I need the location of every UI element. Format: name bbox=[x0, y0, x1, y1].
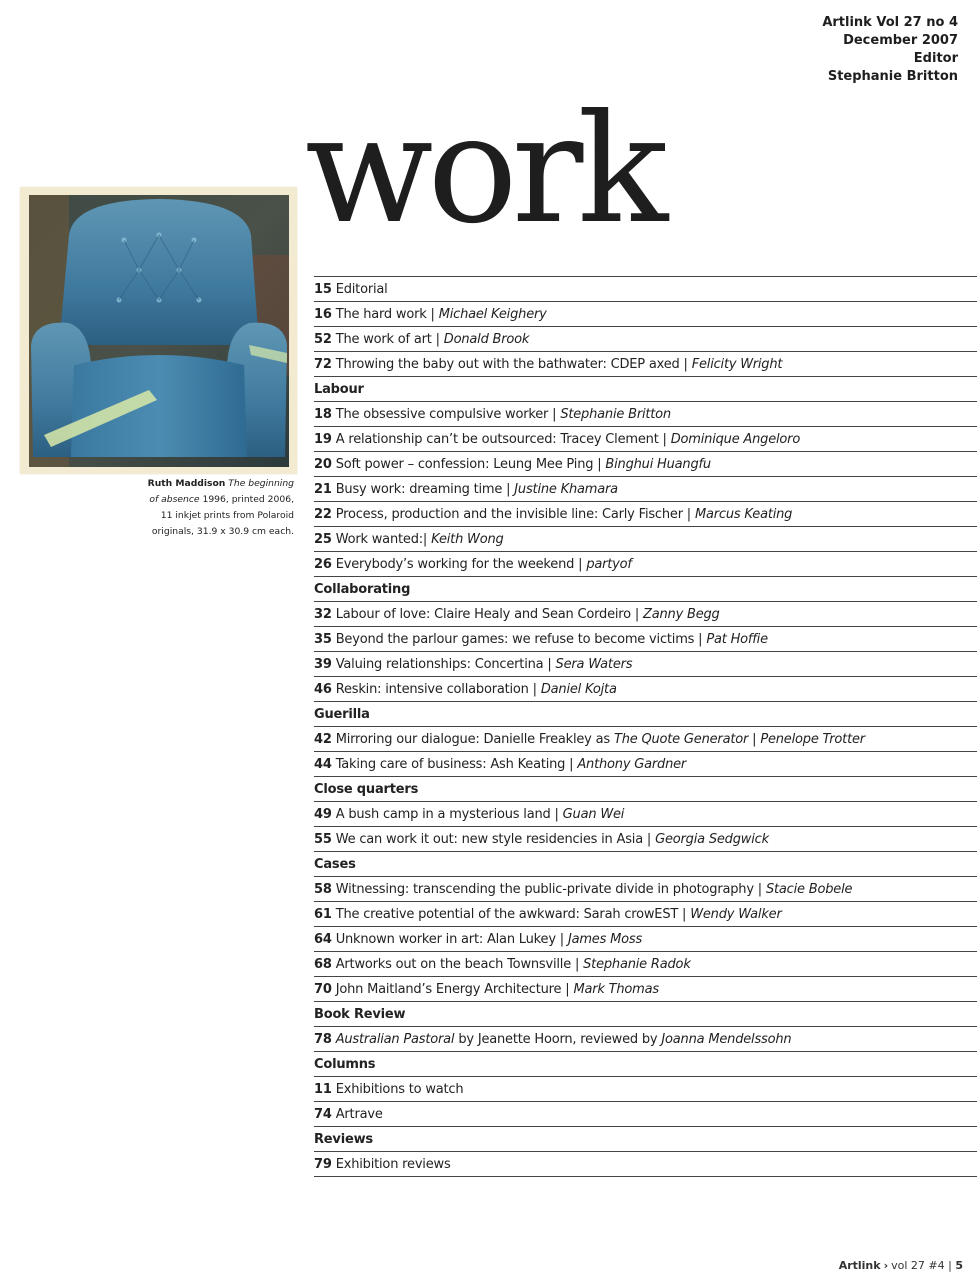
author-name: Pat Hoffie bbox=[706, 631, 768, 647]
page-number: 68 bbox=[314, 956, 332, 972]
page-number: 79 bbox=[314, 1156, 332, 1172]
page-number: 20 bbox=[314, 456, 332, 472]
toc-entry bbox=[314, 352, 977, 377]
toc-entry bbox=[314, 802, 977, 827]
caption-details: 1996, printed 2006, 11 inkjet prints from Polaroid originals, 31.9 x 30.9 cm each. bbox=[151, 494, 294, 537]
author-name: Mark Thomas bbox=[573, 981, 659, 997]
author-name: Justine Khamara bbox=[514, 481, 618, 497]
toc-entry bbox=[314, 827, 977, 852]
entry-title: Artrave bbox=[335, 1106, 383, 1122]
author-name: Felicity Wright bbox=[691, 356, 783, 372]
page-number: 22 bbox=[314, 506, 332, 522]
author-name: Daniel Kojta bbox=[540, 681, 617, 697]
work-title: The Quote Generator bbox=[613, 731, 749, 747]
page-number: 52 bbox=[314, 331, 332, 347]
toc-entry bbox=[314, 677, 977, 702]
page-number: 58 bbox=[314, 881, 332, 897]
entry-title: Everybody’s working for the weekend | bbox=[335, 556, 583, 572]
toc-entry bbox=[314, 902, 977, 927]
toc-entry bbox=[314, 477, 977, 502]
toc-entry bbox=[314, 427, 977, 452]
toc-entry bbox=[314, 302, 977, 327]
toc-entry bbox=[314, 1102, 977, 1127]
entry-title: Exhibitions to watch bbox=[335, 1081, 464, 1097]
author-name: Marcus Keating bbox=[694, 506, 793, 522]
entry-title: Taking care of business: Ash Keating | bbox=[335, 756, 574, 772]
toc-entry bbox=[314, 877, 977, 902]
toc-section-heading bbox=[314, 1052, 977, 1077]
page-number: 46 bbox=[314, 681, 332, 697]
entry-title: John Maitland’s Energy Architecture | bbox=[335, 981, 570, 997]
toc-section-heading bbox=[314, 1002, 977, 1027]
section-label: Guerilla bbox=[314, 706, 370, 722]
author-name: Dominique Angeloro bbox=[670, 431, 801, 447]
author-name: Stacie Bobele bbox=[765, 881, 853, 897]
entry-title: Beyond the parlour games: we refuse to become victims | bbox=[335, 631, 703, 647]
footer-arrow-icon: › bbox=[883, 1259, 889, 1272]
author-name: Penelope Trotter bbox=[760, 731, 865, 747]
page-number: 35 bbox=[314, 631, 332, 647]
author-name: Sera Waters bbox=[555, 656, 633, 672]
entry-title: by Jeanette Hoorn, reviewed by bbox=[458, 1031, 658, 1047]
author-name: Donald Brook bbox=[443, 331, 530, 347]
entry-title: Soft power – confession: Leung Mee Ping | bbox=[335, 456, 602, 472]
artwork-photo bbox=[20, 187, 297, 474]
entry-title: We can work it out: new style residencies in Asia | bbox=[335, 831, 652, 847]
toc-entry bbox=[314, 602, 977, 627]
footer-brand: Artlink bbox=[838, 1259, 881, 1272]
entry-title: Busy work: dreaming time | bbox=[335, 481, 511, 497]
page-number: 11 bbox=[314, 1081, 332, 1097]
separator: | bbox=[752, 731, 757, 747]
entry-title: A bush camp in a mysterious land | bbox=[335, 806, 559, 822]
section-label: Cases bbox=[314, 856, 356, 872]
footer-page-number: 5 bbox=[955, 1259, 963, 1272]
toc-entry bbox=[314, 277, 977, 302]
toc-section-heading bbox=[314, 702, 977, 727]
toc-entry bbox=[314, 952, 977, 977]
toc-section-heading bbox=[314, 777, 977, 802]
table-of-contents bbox=[314, 276, 977, 1177]
toc-entry bbox=[314, 527, 977, 552]
toc-entry bbox=[314, 452, 977, 477]
page-number: 49 bbox=[314, 806, 332, 822]
author-name: partyof bbox=[586, 556, 632, 572]
masthead-date: December 2007 bbox=[843, 33, 958, 48]
author-name: Anthony Gardner bbox=[577, 756, 687, 772]
page-number: 44 bbox=[314, 756, 332, 772]
toc-entry bbox=[314, 1077, 977, 1102]
section-label: Close quarters bbox=[314, 781, 419, 797]
page-number: 25 bbox=[314, 531, 332, 547]
page-number: 18 bbox=[314, 406, 332, 422]
author-name: Wendy Walker bbox=[690, 906, 782, 922]
author-name: Keith Wong bbox=[431, 531, 504, 547]
toc-entry bbox=[314, 1027, 977, 1052]
author-name: James Moss bbox=[567, 931, 643, 947]
caption-artist: Ruth Maddison bbox=[147, 478, 226, 489]
entry-title: The obsessive compulsive worker | bbox=[335, 406, 557, 422]
section-label: Labour bbox=[314, 381, 364, 397]
photo-caption bbox=[140, 476, 294, 540]
entry-title: A relationship can’t be outsourced: Tracey Clement | bbox=[335, 431, 667, 447]
toc-section-heading bbox=[314, 377, 977, 402]
masthead bbox=[822, 14, 958, 86]
entry-title: Process, production and the invisible line: Carly Fischer | bbox=[335, 506, 691, 522]
page-number: 21 bbox=[314, 481, 332, 497]
entry-title: Unknown worker in art: Alan Lukey | bbox=[335, 931, 564, 947]
entry-title: Throwing the baby out with the bathwater: CDEP axed | bbox=[335, 356, 688, 372]
page-number: 15 bbox=[314, 281, 332, 297]
toc-section-heading bbox=[314, 1127, 977, 1152]
toc-entry bbox=[314, 402, 977, 427]
entry-title: The creative potential of the awkward: Sarah crowEST | bbox=[335, 906, 687, 922]
page-number: 61 bbox=[314, 906, 332, 922]
page-number: 32 bbox=[314, 606, 332, 622]
toc-section-heading bbox=[314, 852, 977, 877]
armchair-photo-image bbox=[29, 195, 289, 467]
author-name: Zanny Begg bbox=[643, 606, 720, 622]
page-number: 16 bbox=[314, 306, 332, 322]
footer-issue: vol 27 #4 | bbox=[891, 1259, 952, 1272]
page-number: 64 bbox=[314, 931, 332, 947]
masthead-editor-name: Stephanie Britton bbox=[827, 69, 958, 84]
author-name: Stephanie Britton bbox=[560, 406, 671, 422]
toc-entry bbox=[314, 652, 977, 677]
page-title: work bbox=[305, 83, 663, 257]
section-label: Collaborating bbox=[314, 581, 411, 597]
page-footer bbox=[839, 1259, 963, 1272]
toc-entry bbox=[314, 727, 977, 752]
page-number: 39 bbox=[314, 656, 332, 672]
entry-title: Work wanted:| bbox=[335, 531, 428, 547]
page-number: 19 bbox=[314, 431, 332, 447]
entry-title: Witnessing: transcending the public-private divide in photography | bbox=[335, 881, 762, 897]
author-name: Michael Keighery bbox=[438, 306, 547, 322]
toc-entry bbox=[314, 752, 977, 777]
author-name: Binghui Huangfu bbox=[605, 456, 711, 472]
page-number: 78 bbox=[314, 1031, 332, 1047]
page-number: 55 bbox=[314, 831, 332, 847]
entry-title: Exhibition reviews bbox=[335, 1156, 451, 1172]
author-name: Joanna Mendelssohn bbox=[661, 1031, 792, 1047]
section-label: Reviews bbox=[314, 1131, 373, 1147]
author-name: Guan Wei bbox=[562, 806, 625, 822]
entry-title: Labour of love: Claire Healy and Sean Cordeiro | bbox=[335, 606, 640, 622]
toc-entry bbox=[314, 552, 977, 577]
masthead-issue: Artlink Vol 27 no 4 bbox=[822, 15, 958, 30]
entry-title: Editorial bbox=[335, 281, 388, 297]
toc-entry bbox=[314, 927, 977, 952]
caption-work-title: The beginning of absence bbox=[149, 478, 294, 505]
section-label: Columns bbox=[314, 1056, 376, 1072]
entry-title: Reskin: intensive collaboration | bbox=[335, 681, 537, 697]
page-number: 74 bbox=[314, 1106, 332, 1122]
author-name: Stephanie Radok bbox=[583, 956, 691, 972]
masthead-editor-label: Editor bbox=[913, 51, 958, 66]
page-number: 70 bbox=[314, 981, 332, 997]
author-name: Georgia Sedgwick bbox=[655, 831, 769, 847]
book-title: Australian Pastoral bbox=[335, 1031, 455, 1047]
toc-entry bbox=[314, 502, 977, 527]
toc-entry bbox=[314, 327, 977, 352]
page-number: 42 bbox=[314, 731, 332, 747]
page-number: 26 bbox=[314, 556, 332, 572]
entry-title: Valuing relationships: Concertina | bbox=[335, 656, 552, 672]
entry-title: The work of art | bbox=[335, 331, 440, 347]
entry-title: Artworks out on the beach Townsville | bbox=[335, 956, 580, 972]
entry-title: Mirroring our dialogue: Danielle Freakley as bbox=[335, 731, 610, 747]
section-label: Book Review bbox=[314, 1006, 406, 1022]
entry-title: The hard work | bbox=[335, 306, 435, 322]
toc-entry bbox=[314, 977, 977, 1002]
toc-section-heading bbox=[314, 577, 977, 602]
toc-entry bbox=[314, 1152, 977, 1177]
page-number: 72 bbox=[314, 356, 332, 372]
toc-entry bbox=[314, 627, 977, 652]
